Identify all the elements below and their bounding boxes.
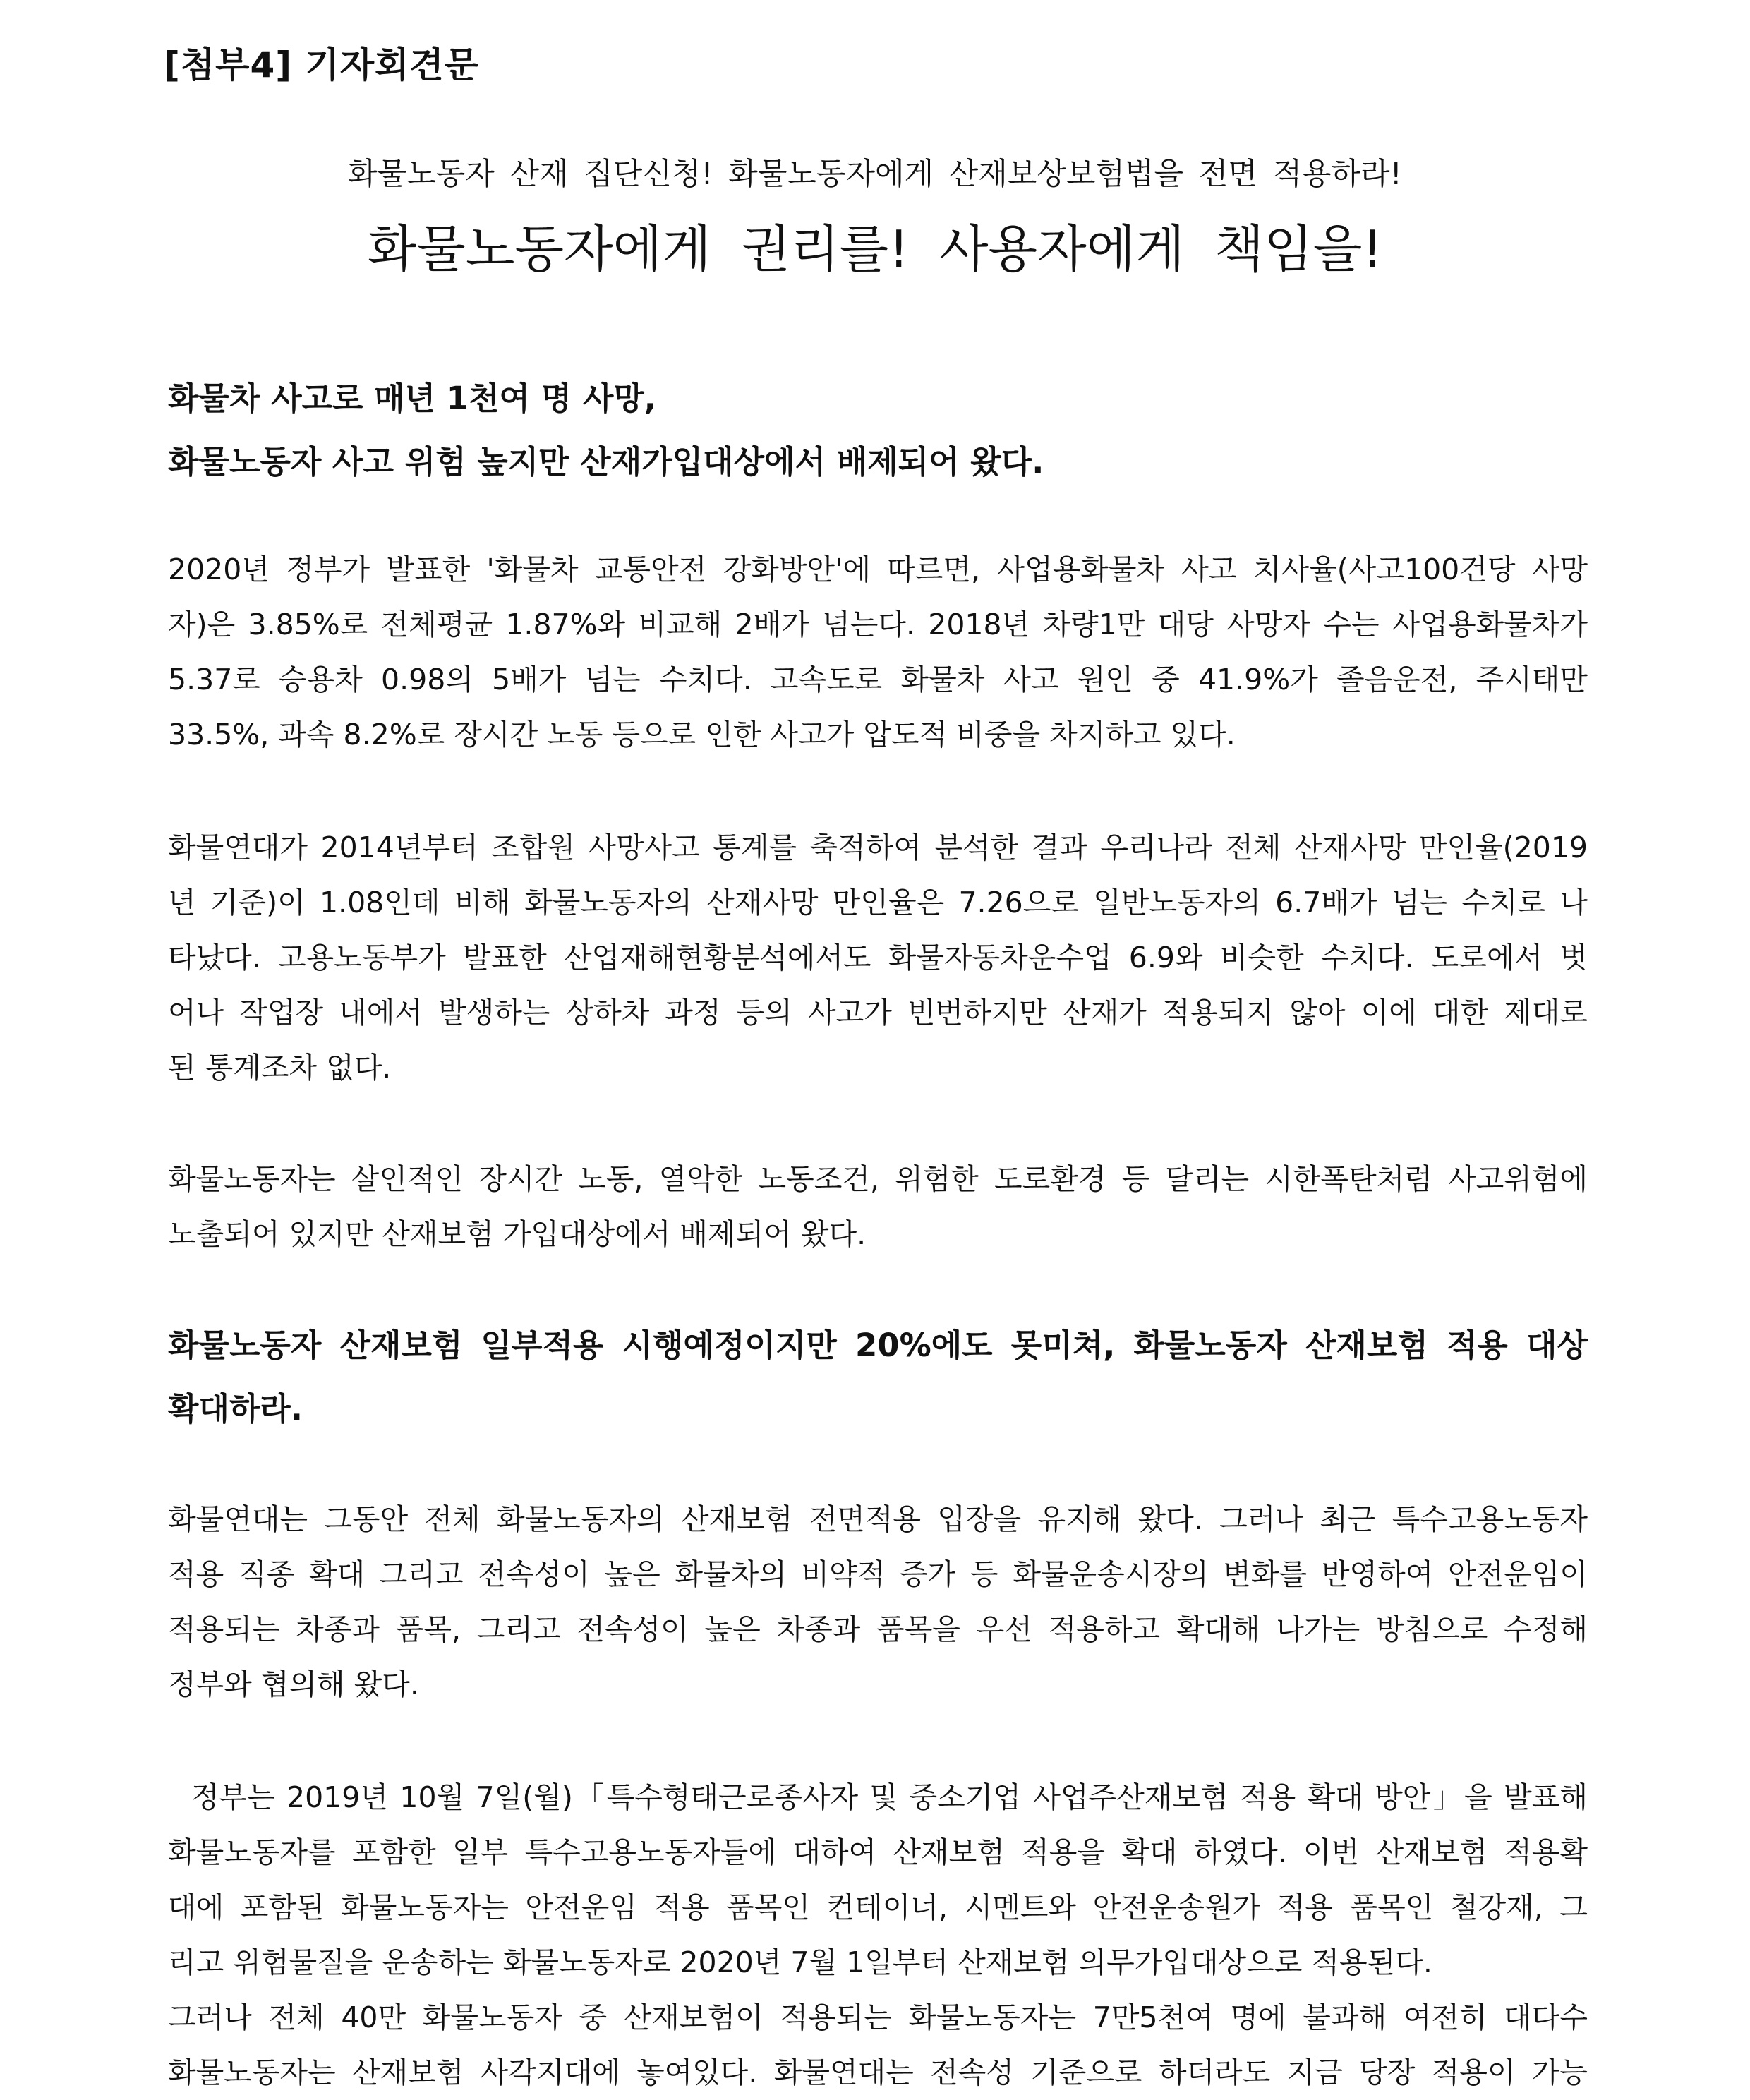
heading-line: 화물노동자 사고 위험 높지만 산재가입대상에서 배제되어 왔다. (168, 443, 1044, 481)
section1-paragraph-1 (168, 542, 1588, 762)
section1-paragraph-2 (168, 820, 1588, 1095)
section1-paragraph-3 (168, 1152, 1588, 1262)
heading-line: 확대하라. (168, 1390, 303, 1428)
paragraph-line: 대에 포함된 화물노동자는 안전운임 적용 품목인 컨테이너, 시멘트와 안전운송원가 적용 품목인 철강재, 그 (168, 1890, 1588, 1924)
paragraph-line: 자)은 3.85%로 전체평균 1.87%와 비교해 2배가 넘는다. 2018년 차량1만 대당 사망자 수는 사업용화물차가 (168, 608, 1588, 641)
paragraph-line: 화물노동자는 살인적인 장시간 노동, 열악한 노동조건, 위험한 도로환경 등 달리는 시한폭탄처럼 사고위험에 (168, 1162, 1588, 1196)
section2-paragraph-1 (168, 1492, 1588, 1712)
heading-line: 화물차 사고로 매년 1천여 명 사망, (168, 380, 656, 417)
paragraph-line: 타났다. 고용노동부가 발표한 산업재해현황분석에서도 화물자동차운수업 6.9와 비슷한 수치다. 도로에서 벗 (168, 941, 1588, 974)
section2-paragraph-2 (168, 1770, 1588, 2100)
paragraph-line: 적용되는 차종과 품목, 그리고 전속성이 높은 차종과 품목을 우선 적용하고 확대해 나가는 방침으로 수정해 (168, 1612, 1588, 1646)
paragraph-line: 2020년 정부가 발표한 '화물차 교통안전 강화방안'에 따르면, 사업용화물차 사고 치사율(사고100건당 사망 (168, 553, 1588, 586)
press-title: 화물노동자에게 권리를! 사용자에게 책임을! (367, 219, 1383, 279)
attachment-label: [첨부4] 기자회견문 (164, 44, 480, 85)
paragraph-line: 화물노동자는 산재보험 사각지대에 놓여있다. 화물연대는 전속성 기준으로 하더라도 지금 당장 적용이 가능 (168, 2056, 1588, 2089)
paragraph-line: 어나 작업장 내에서 발생하는 상하차 과정 등의 사고가 빈번하지만 산재가 적용되지 않아 이에 대한 제대로 (168, 996, 1588, 1030)
section1-heading (168, 367, 1588, 494)
paragraph-line: 화물연대가 2014년부터 조합원 사망사고 통계를 축적하여 분석한 결과 우리나라 전체 산재사망 만인율(2019 (168, 831, 1588, 864)
paragraph-line: 화물노동자를 포함한 일부 특수고용노동자들에 대하여 산재보험 적용을 확대 하였다. 이번 산재보험 적용확 (168, 1835, 1588, 1869)
paragraph-line: 정부는 2019년 10월 7일(월)「특수형태근로종사자 및 중소기업 사업주산재보험 적용 확대 방안」을 발표해 (168, 1780, 1588, 1814)
paragraph-line: 화물연대는 그동안 전체 화물노동자의 산재보험 전면적용 입장을 유지해 왔다. 그러나 최근 특수고용노동자 (168, 1502, 1588, 1536)
heading-line: 화물노동자 산재보험 일부적용 시행예정이지만 20%에도 못미쳐, 화물노동자 산재보험 적용 대상 (168, 1327, 1588, 1364)
paragraph-line: 된 통계조차 없다. (168, 1051, 392, 1085)
paragraph-line: 노출되어 있지만 산재보험 가입대상에서 배제되어 왔다. (168, 1217, 867, 1251)
paragraph-line: 리고 위험물질을 운송하는 화물노동자로 2020년 7월 1일부터 산재보험 의무가입대상으로 적용된다. (168, 1945, 1432, 1979)
paragraph-line: 년 기준)이 1.08인데 비해 화물노동자의 산재사망 만인율은 7.26으로 일반노동자의 6.7배가 넘는 수치로 나 (168, 886, 1588, 919)
paragraph-line: 그러나 전체 40만 화물노동자 중 산재보험이 적용되는 화물노동자는 7만5천여 명에 불과해 여전히 대다수 (168, 2001, 1588, 2034)
press-subtitle: 화물노동자 산재 집단신청! 화물노동자에게 산재보상보험법을 전면 적용하라! (348, 157, 1402, 192)
section2-heading (168, 1314, 1588, 1441)
paragraph-line: 정부와 협의해 왔다. (168, 1667, 419, 1701)
paragraph-line: 33.5%, 과속 8.2%로 장시간 노동 등으로 인한 사고가 압도적 비중을 차지하고 있다. (168, 718, 1236, 752)
paragraph-line: 적용 직종 확대 그리고 전속성이 높은 화물차의 비약적 증가 등 화물운송시장의 변화를 반영하여 안전운임이 (168, 1557, 1588, 1591)
paragraph-line: 5.37로 승용차 0.98의 5배가 넘는 수치다. 고속도로 화물차 사고 원인 중 41.9%가 졸음운전, 주시태만 (168, 663, 1588, 696)
